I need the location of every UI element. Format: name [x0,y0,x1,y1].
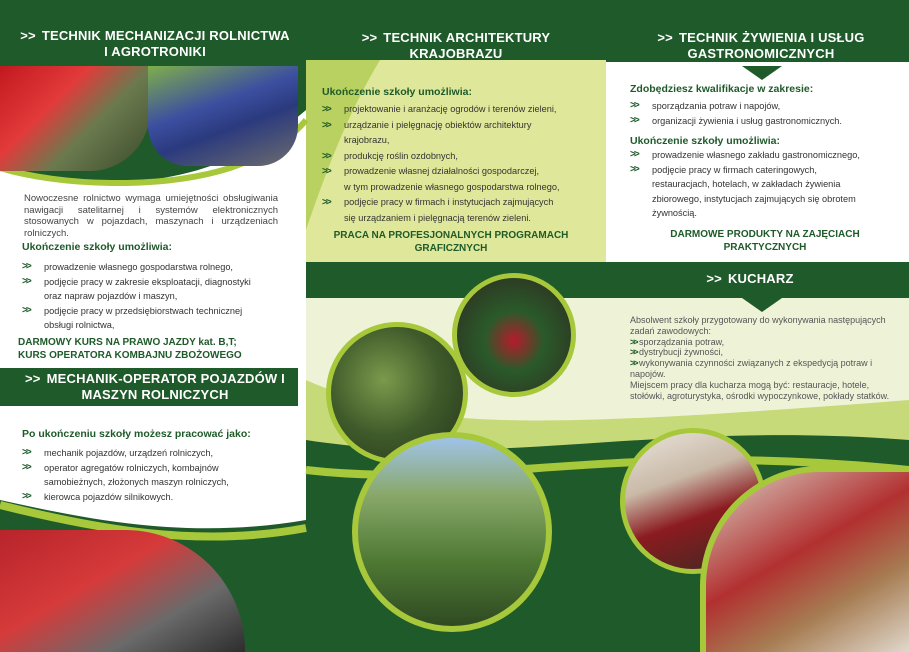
list-technik-mechanizacji [22,260,292,333]
list-item: w tym prowadzenie własnego gospodarstwa rolnego, [344,181,560,192]
double-chevron-icon: >> [25,371,41,386]
list-item: >> sporządzania potraw i napojów, [630,99,900,114]
callout-graphics-programs: PRACA NA PROFESJONALNYCH PROGRAMACH GRAFICZNYCH [333,230,569,254]
list-item: obsługi rolnictwa, [44,320,115,330]
kucharz-intro: Absolwent szkoły przygotowany do wykonywania następujących zadań zawodowych: [630,315,886,336]
double-chevron-icon: >> [322,104,330,115]
list-item: >> prowadzenie własnego zakładu gastronomicznego, [630,148,900,163]
list-item: >> produkcję roślin ozdobnych, [322,149,602,165]
section-heading: Po ukończeniu szkoły możesz pracować jako: [22,428,251,440]
banner-technik-architektury [336,30,576,62]
list-item: >> prowadzenie własnej działalności gospodarczej, [322,164,602,180]
banner-title: TECHNIK ARCHITEKTURY KRAJOBRAZU [383,30,551,61]
double-chevron-icon: >> [322,197,330,208]
double-chevron-icon: >> [22,304,30,316]
double-chevron-icon: >> [20,28,36,43]
double-chevron-icon: >> [630,347,637,358]
list-item: zbiorowego, instytucjach zajmujących się obrotem [652,193,856,204]
kucharz-outro: Miejscem pracy dla kucharza mogą być: restauracje, hotele, stołówki, agroturystyka, ośrodki wypoczynkowe, pokłady statków. [630,379,890,401]
double-chevron-icon: >> [630,336,637,347]
double-chevron-icon: >> [630,100,638,111]
list-item: >> prowadzenie własnego gospodarstwa rolnego, [22,260,292,275]
banner-mechanik-operator [20,371,290,403]
double-chevron-icon: >> [322,166,330,177]
kucharz-text-block [630,315,892,401]
double-chevron-icon: >> [22,490,30,502]
list-item: się urządzaniem i pielęgnacją terenów zieleni. [344,212,531,223]
list-item: >> projektowanie i aranżację ogrodów i terenów zieleni, [322,102,602,118]
banner-title: TECHNIK ŻYWIENIA I USŁUG GASTRONOMICZNYCH [678,30,865,61]
double-chevron-icon: >> [706,271,722,286]
double-chevron-icon: >> [322,150,330,162]
intro-paragraph: Nowoczesne rolnictwo wymaga umiejętności obsługiwania nawigacji satelitarnej i systemów elektronicznych stosowanych w pojazdach, maszynach i urządzeniach rolniczych. [24,193,278,239]
list-item: >> operator agregatów rolniczych, kombajnów [22,461,292,476]
callout-free-products: DARMOWE PRODUKTY NA ZAJĘCIACH PRAKTYCZNYCH [670,229,860,253]
list-item: żywnością. [652,208,697,218]
list-item: >> sporządzania potraw, [630,336,725,347]
list-item: krajobrazu, [344,135,390,145]
list-item: >> podjęcie pracy w przedsiębiorstwach technicznej [22,304,292,319]
callout-driving-course: DARMOWY KURS NA PRAWO JAZDY kat. B,T; KURS OPERATORA KOMBAJNU ZBOŻOWEGO [18,337,242,361]
double-chevron-icon: >> [22,461,30,473]
banner-technik-zywienia [632,30,890,62]
banner-technik-mechanizacji [20,28,290,60]
double-chevron-icon: >> [22,447,30,458]
list-item: >> kierowca pojazdów silnikowych. [22,490,292,505]
photo-field-planting [352,432,552,632]
section-heading: Zdobędziesz kwalifikacje w zakresie: [630,83,814,95]
list-technik-architektury [322,102,602,226]
list-item: >> mechanik pojazdów, urządzeń rolniczych, [22,446,292,461]
double-chevron-icon: >> [657,30,673,45]
list-item: >> wykonywania czynności związanych z ekspedycją potraw i napojów. [630,358,873,379]
double-chevron-icon: >> [322,119,330,131]
banner-title: MECHANIK-OPERATOR POJAZDÓW I MASZYN ROLNICZYCH [46,371,285,402]
list-item: >> urządzanie i pielęgnację obiektów architektury [322,118,602,134]
list-mechanik-operator [22,446,292,504]
section-heading: Ukończenie szkoły umożliwia: [322,86,472,98]
photo-tractor [148,66,298,166]
double-chevron-icon: >> [630,358,637,369]
list-item: >> podjęcie pracy w firmach cateringowych, [630,163,900,178]
double-chevron-icon: >> [630,149,638,160]
double-chevron-icon: >> [22,275,30,287]
list-item: >> organizacji żywienia i usług gastronomicznych. [630,114,900,129]
list-item: samobieżnych, złożonych maszyn rolniczych, [44,477,229,487]
list-item: >> dystrybucji żywności, [630,347,724,358]
list-kwalifikacje [630,99,900,128]
list-technik-zywienia [630,148,900,221]
banner-kucharz [690,271,810,287]
banner-pointer [742,298,782,312]
photo-driving-car [0,66,150,171]
banner-title: KUCHARZ [727,271,794,286]
banner-title: TECHNIK MECHANIZACJI ROLNICTWA I AGROTRONIKI [41,28,290,59]
list-item: >> podjęcie pracy w firmach i instytucjach zajmujących [322,195,602,211]
double-chevron-icon: >> [630,163,638,175]
list-item: restauracjach, hotelach, w zakładach żywienia [652,179,841,189]
double-chevron-icon: >> [361,30,378,45]
list-item: oraz napraw pojazdów i maszyn, [44,291,178,301]
list-item: >> podjęcie pracy w zakresie eksploatacji, diagnostyki [22,275,292,290]
banner-pointer [742,66,782,80]
section-heading: Ukończenie szkoły umożliwia: [630,135,780,147]
photo-student-wreath [452,273,576,397]
double-chevron-icon: >> [22,261,30,272]
double-chevron-icon: >> [630,114,638,126]
section-heading: Ukończenie szkoły umożliwia: [22,241,172,253]
